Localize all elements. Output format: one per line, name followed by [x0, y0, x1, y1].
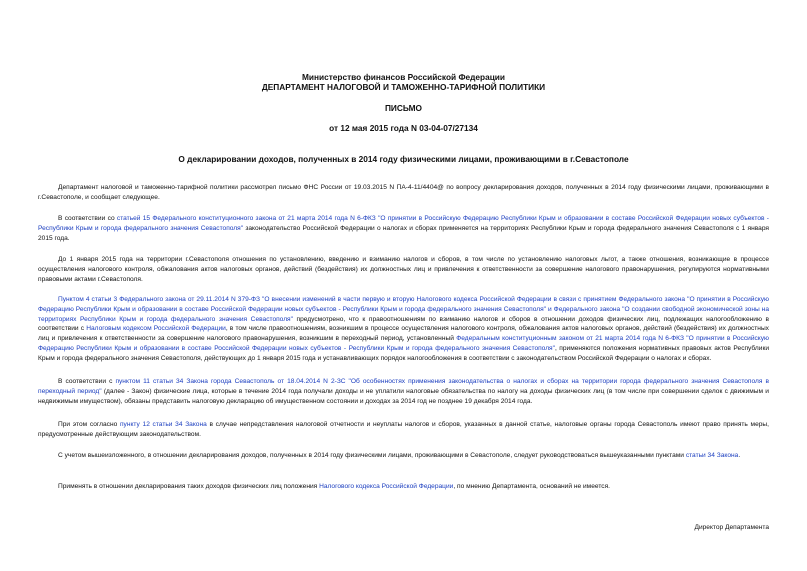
paragraph-8-text-a: Применять в отношении декларирования таких доходов физических лиц положения	[58, 483, 320, 490]
paragraph-3	[38, 255, 769, 284]
paragraph-5-text-b: (далее - Закон) физические лица, которые в течение 2014 года получали доходы и не уплатили налоговые обязательства по налогу на доходы физических лиц (в том числе при совершении сделок с движимым и недвижимым имуществом), обязаны представить налоговую декларацию об имущественном состоянии и доходах за 2014 год не позднее 19 декабря 2014 года.	[38, 387, 769, 405]
link-sevastopol-law-p12[interactable]: пункту 12 статьи 34 Закона	[119, 421, 207, 428]
paragraph-7-text-a: С учетом вышеизложенного, в отношении декларирования доходов, полученных в 2014 году физическими лицами, проживающими в Севастополе, следует руководствоваться вышеуказанными пунктами	[58, 452, 686, 459]
link-fkz-article-15[interactable]: статьей 15 Федерального конституционного закона от 21 марта 2014 года N 6-ФКЗ "О принятии в Российскую Федерацию Республики Крым и образовании в составе Российской Федерации новых субъектов - Республики Крым и города федерального значения Севастополя"	[38, 215, 769, 232]
link-sevastopol-law-p11[interactable]: пунктом 11 статьи 34 Закона города Севастополь от 18.04.2014 N 2-ЗС "Об особенностях применения законодательства о налогах и сборах на территории города федерального значения Севастополя в переходный период"	[38, 378, 769, 395]
paragraph-4	[38, 295, 769, 364]
link-fz-379[interactable]: Пунктом 4 статьи 3 Федерального закона от 29.11.2014 N 379-ФЗ "О внесении изменений в части первую и вторую Налогового кодекса Российской Федерации в связи с принятием Федерального закона "О принятии в Российскую Федерацию Республики Крым и образовании в составе Российской Федерации новых субъектов - Республики Крым и города федерального значения Севастополя" и Федерального закона "О создании свободной экономической зоны на территориях Республики Крым и города федерального значения Севастополя"	[38, 296, 769, 323]
paragraph-7	[38, 451, 769, 461]
paragraph-4-text-b: , в том числе правоотношениям, возникшим в процессе осуществления налогового контроля, обжалования актов налоговых органов, действий (бездействия) их должностных лиц и привлечения к ответственности за совершение налогового правонарушения, возникшим в переходный период, установленный	[38, 325, 769, 343]
document-date-number: от 12 мая 2015 года N 03-04-07/27134	[329, 123, 478, 133]
department-name: ДЕПАРТАМЕНТ НАЛОГОВОЙ И ТАМОЖЕННО-ТАРИФНОЙ ПОЛИТИКИ	[261, 82, 546, 92]
document-type: ПИСЬМО	[384, 103, 423, 113]
link-tax-code[interactable]: Налоговым кодексом Российской Федерации	[86, 325, 226, 333]
link-tax-code-2[interactable]: Налогового кодекса Российской Федерации	[319, 483, 454, 490]
paragraph-2-text-a: В соответствии со	[58, 215, 117, 222]
paragraph-5	[38, 377, 769, 406]
paragraph-8-text-b: , по мнению Департамента, оснований не имеется.	[453, 483, 610, 490]
paragraph-5-text-a: В соответствии с	[58, 378, 116, 385]
signature-title: Директор Департамента	[694, 524, 769, 531]
paragraph-6-text-b: в случае непредставления налоговой отчетности и неуплаты налогов и сборов, указанных в данной статье, налоговые органы города Севастополь имеют право принять меры, предусмотренные действующим законодательством.	[38, 421, 769, 438]
paragraph-2	[38, 214, 769, 243]
paragraph-1-text: Департамент налоговой и таможенно-тарифной политики рассмотрел письмо ФНС России от 19.03.2015 N ПА-4-11/4404@ по вопросу декларирования доходов, полученных в 2014 году физическими лицами, проживающими в г.Севастополе, и сообщает следующее.	[38, 184, 769, 201]
paragraph-8	[38, 482, 769, 492]
ministry-name: Министерство финансов Российской Федерации	[301, 72, 506, 82]
paragraph-4-text-a: предусмотрено, что к правоотношениям по взиманию налогов и сборов в отношении доходов физических лиц, подлежащих налогообложению в соответствии с	[38, 315, 769, 333]
paragraph-6-text-a: При этом согласно	[58, 421, 120, 428]
paragraph-4-text-c: , применяются положения нормативных правовых актов Республики Крым и города федерального значения Севастополя, действующих до 1 января 2015 года и устанавливающих порядок налогообложения в соответствии с законодательством Российской Федерации о налогах и сборах.	[38, 344, 770, 362]
document-subject: О декларировании доходов, полученных в 2014 году физическими лицами, проживающими в г.Севастополе	[178, 154, 629, 164]
paragraph-2-text-b: законодательство Российской Федерации о налогах и сборах применяется на территориях Республики Крым и города федерального значения Севастополя с 1 января 2015 года.	[38, 224, 769, 242]
paragraph-1	[38, 183, 769, 203]
paragraph-7-text-b: .	[738, 452, 741, 459]
link-fkz-6[interactable]: Федеральным конституционным законом от 21 марта 2014 года N 6-ФКЗ "О принятии в Российскую Федерацию Республики Крым и образовании в составе Российской Федерации новых субъектов - Республики Крым и города федерального значения Севастополя"	[38, 335, 770, 352]
paragraph-3-text: До 1 января 2015 года на территории г.Севастополя отношения по установлению, введению и взиманию налогов и сборов, в том числе по установлению налоговых льгот, а также отношения, возникающие в процессе осуществления налогового контроля, обжалования актов налоговых органов, действий (бездействия) их должностных лиц и привлечения к ответственности за совершение налогового правонарушения, регулируются нормативными правовыми актами г.Севастополя.	[38, 256, 769, 283]
link-article-34[interactable]: статьи 34 Закона	[685, 452, 739, 459]
paragraph-6	[38, 420, 769, 440]
